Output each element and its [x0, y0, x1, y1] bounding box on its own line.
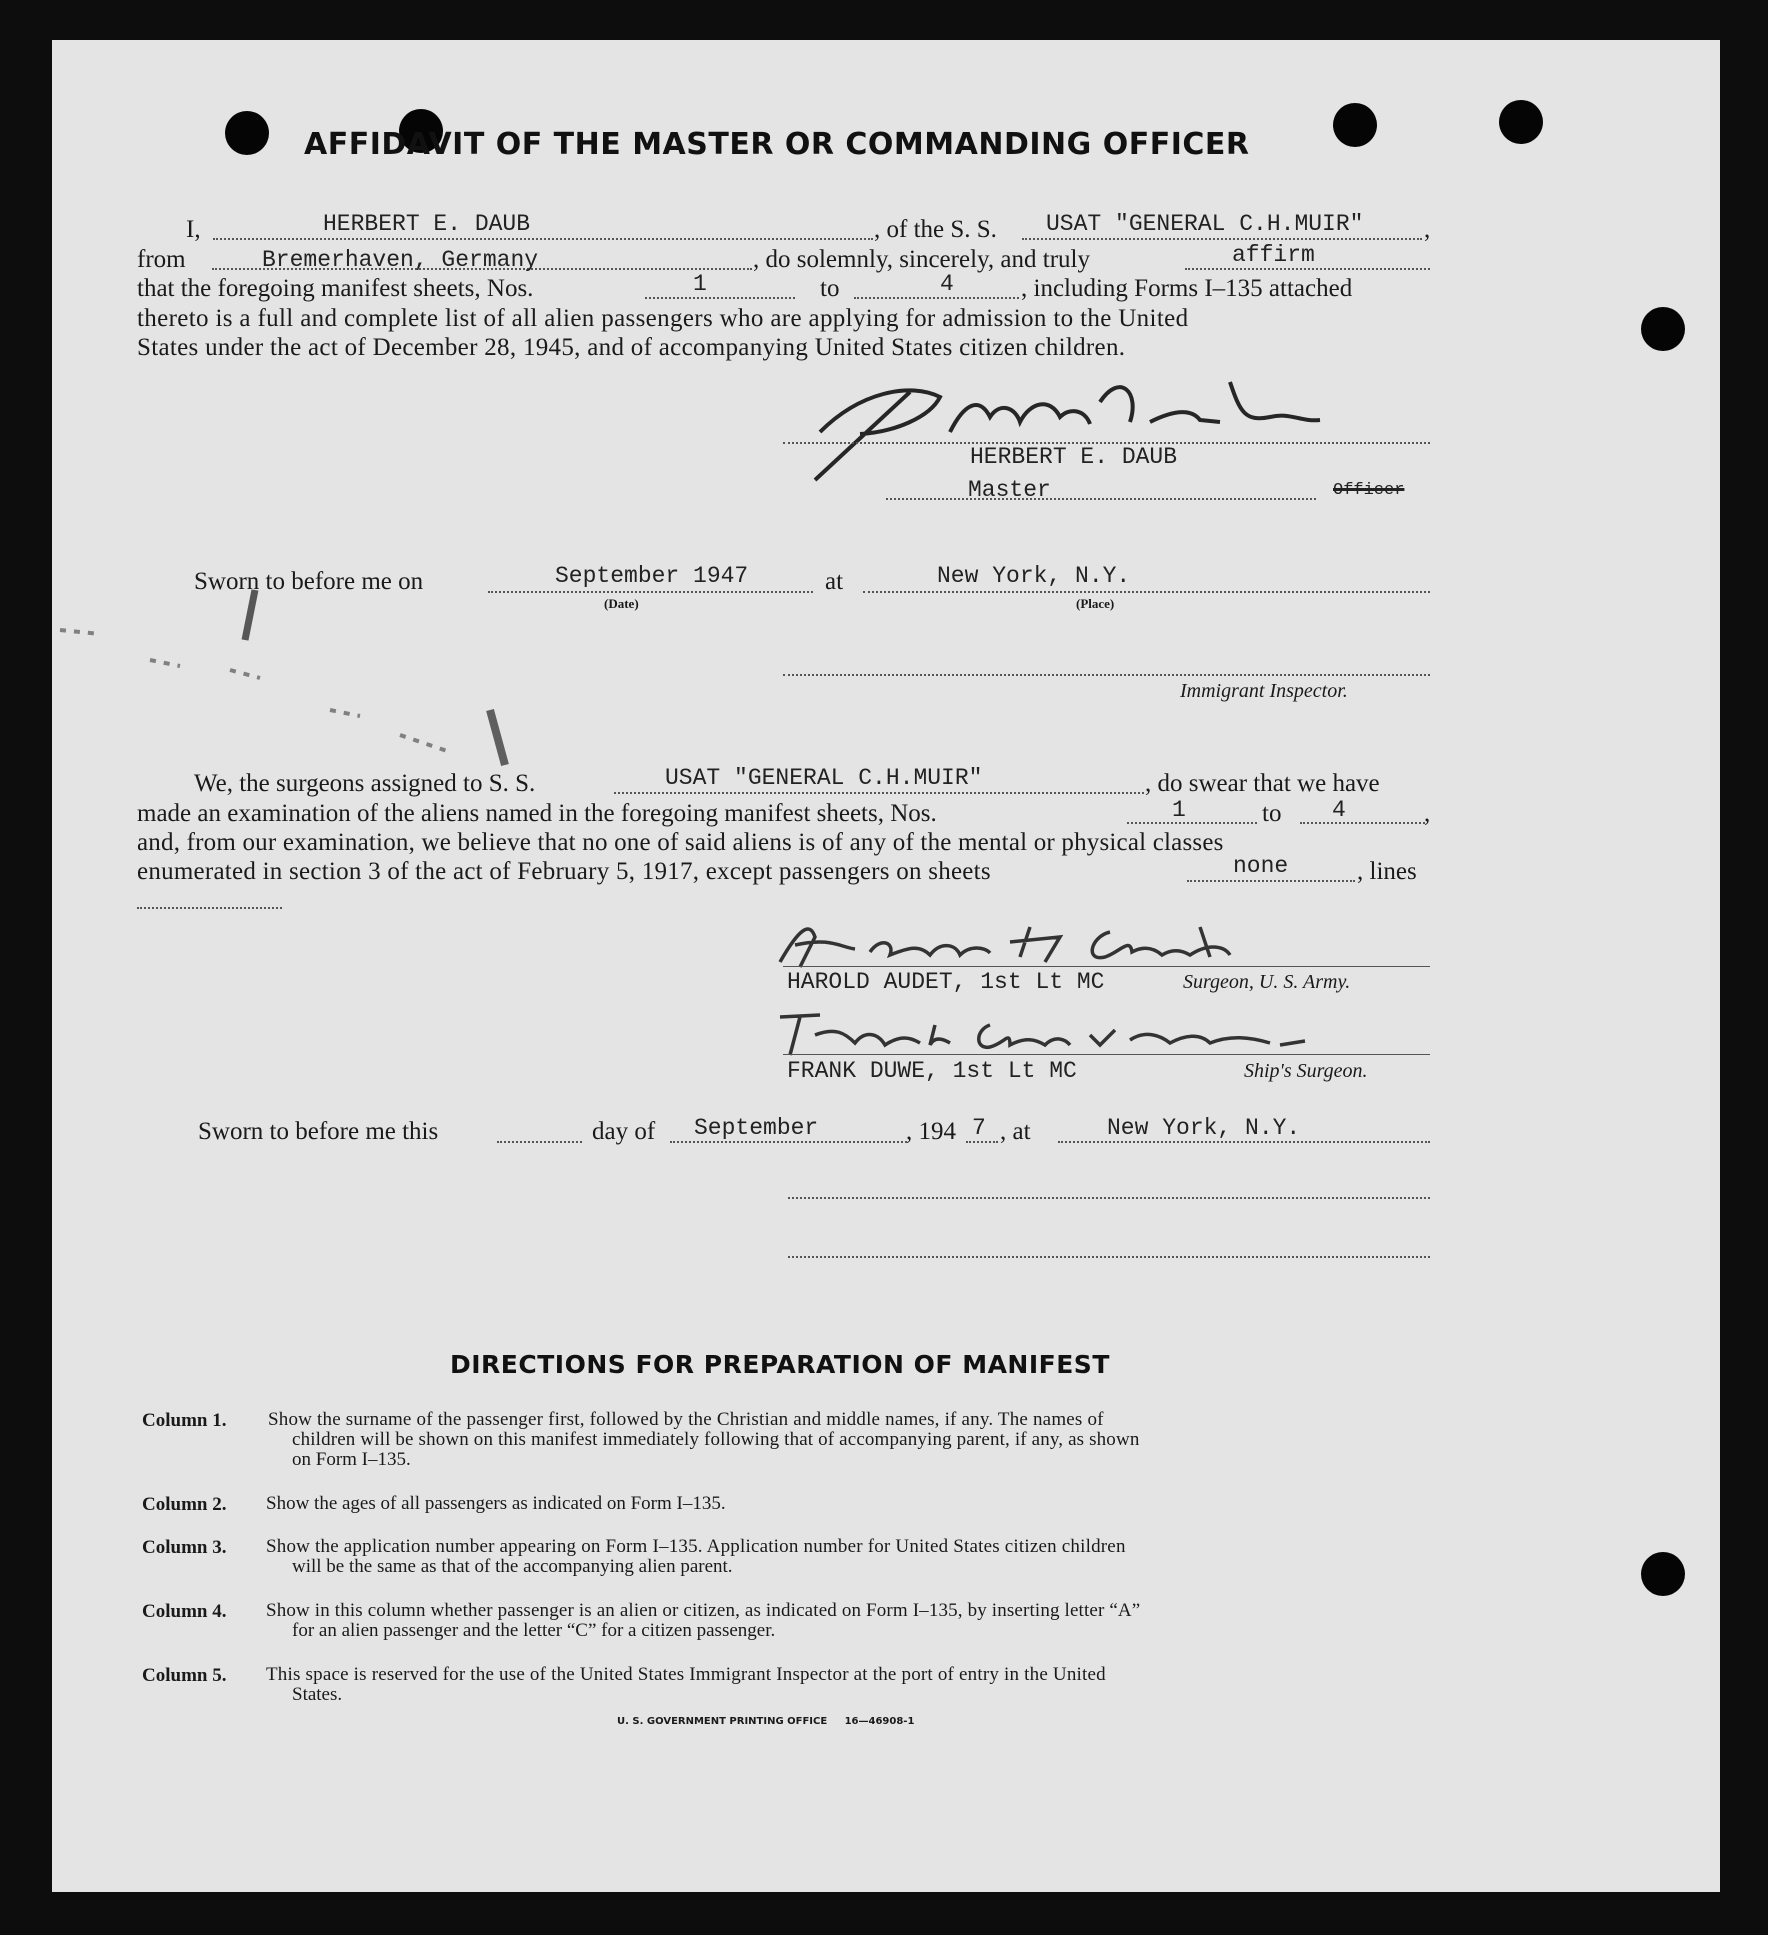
surgeon2-signature-text: [780, 1020, 785, 1021]
fill-line: [1300, 822, 1425, 824]
master-typed-name: HERBERT E. DAUB: [970, 444, 1178, 470]
column-text: children will be shown on this manifest immediately following that of accompanying parent, if any, as shown: [292, 1429, 1140, 1450]
signature-line: [783, 966, 1430, 967]
fill-line: [645, 297, 795, 299]
punch-hole: [1333, 103, 1377, 147]
text-line4: thereto is a full and complete list of all alien passengers who are applying for admission to the United: [137, 305, 1189, 332]
sworn1-at: at: [825, 568, 844, 595]
surgeon2-signature: [760, 1005, 1320, 1065]
surgeon1-signature-text: [780, 920, 787, 921]
except-sheets-value: none: [1233, 853, 1289, 879]
sheet-from-value: 1: [693, 271, 707, 297]
directions-title: DIRECTIONS FOR PREPARATION OF MANIFEST: [450, 1350, 1110, 1379]
surgeons-text-line3: and, from our examination, we believe that no one of said aliens is of any of the mental or physical classes: [137, 829, 1224, 856]
sworn2-at: , at: [1000, 1118, 1031, 1145]
sworn2-text: Sworn to before me this: [198, 1118, 439, 1145]
printing-office-footer: U. S. GOVERNMENT PRINTING OFFICE 16—46908-1: [617, 1716, 915, 1727]
sworn1-date-value: September 1947: [555, 563, 749, 589]
fill-line: [670, 1141, 907, 1143]
text-from: from: [137, 246, 186, 273]
column-text: Show in this column whether passenger is an alien or citizen, as indicated on Form I–135, by inserting letter “A”: [266, 1600, 1141, 1621]
sworn2-year-prefix: , 194: [906, 1118, 956, 1145]
surgeon1-name: HAROLD AUDET, 1st Lt MC: [787, 969, 1105, 995]
text-of-ss: , of the S. S.: [874, 216, 997, 243]
column-label: Column 2.: [142, 1494, 227, 1515]
sworn2-day-of: day of: [592, 1118, 656, 1145]
column-text: for an alien passenger and the letter “C” for a citizen passenger.: [292, 1620, 776, 1641]
text-to: to: [820, 275, 840, 302]
place-label: (Place): [1076, 596, 1115, 611]
surgeons-sheet-to: 4: [1332, 797, 1346, 823]
surgeons-text-lines: , lines: [1357, 858, 1417, 885]
fill-line: [886, 498, 1316, 500]
fill-line: [614, 792, 1144, 794]
text-i: I,: [186, 216, 201, 243]
text-line5: States under the act of December 28, 1945, and of accompanying United States citizen children.: [137, 334, 1126, 361]
fill-line: [1187, 880, 1355, 882]
column-text: will be the same as that of the accompanying alien parent.: [292, 1556, 733, 1577]
surgeons-text-to: to: [1262, 800, 1282, 827]
text-manifest-nos: that the foregoing manifest sheets, Nos.: [137, 275, 534, 302]
fill-line: [966, 1141, 998, 1143]
fill-line: [1185, 268, 1430, 270]
surgeons-sheet-from: 1: [1172, 797, 1186, 823]
fill-line: [497, 1141, 582, 1143]
oath-type-value: affirm: [1232, 242, 1315, 268]
affidavit-title: AFFIDAVIT OF THE MASTER OR COMMANDING OFFICER: [304, 127, 1250, 162]
inspector-label: Immigrant Inspector.: [1180, 680, 1348, 702]
date-label: (Date): [604, 596, 639, 611]
column-label: Column 4.: [142, 1601, 227, 1622]
surgeons-text-we: We, the surgeons assigned to S. S.: [194, 770, 536, 797]
column-text: Show the surname of the passenger first, followed by the Christian and middle names, if any. The names of: [268, 1409, 1104, 1430]
fill-line: [137, 907, 282, 909]
column-text: on Form I–135.: [292, 1449, 411, 1470]
official-signature-line: [788, 1197, 1430, 1199]
comma: ,: [1424, 800, 1431, 827]
surgeons-text-line4: enumerated in section 3 of the act of February 5, 1917, except passengers on sheets: [137, 858, 991, 885]
surgeons-text-swear: , do swear that we have: [1145, 770, 1380, 797]
column-label: Column 1.: [142, 1410, 227, 1431]
sworn2-place-value: New York, N.Y.: [1107, 1115, 1301, 1141]
sworn2-year-digit: 7: [972, 1115, 986, 1141]
officer-struck: Officer: [1333, 481, 1405, 500]
surgeons-ship-value: USAT "GENERAL C.H.MUIR": [665, 765, 983, 791]
surgeon1-label: Surgeon, U. S. Army.: [1183, 971, 1351, 993]
text-including: , including Forms I–135 attached: [1021, 275, 1353, 302]
column-label: Column 3.: [142, 1537, 227, 1558]
punch-hole: [1499, 100, 1543, 144]
punch-hole: [225, 111, 269, 155]
comma: ,: [1424, 216, 1431, 243]
signature-line: [783, 1054, 1430, 1055]
column-text: Show the application number appearing on Form I–135. Application number for United States citizen children: [266, 1536, 1126, 1557]
column-label: Column 5.: [142, 1665, 227, 1686]
official-title-line: [788, 1256, 1430, 1258]
fill-line: [1058, 1141, 1430, 1143]
fill-line: [213, 238, 873, 240]
surgeon2-name: FRANK DUWE, 1st Lt MC: [787, 1058, 1077, 1084]
from-port-value: Bremerhaven, Germany: [262, 247, 539, 273]
fill-line: [1022, 238, 1422, 240]
surgeons-text-made: made an examination of the aliens named in the foregoing manifest sheets, Nos.: [137, 800, 937, 827]
surgeon2-label: Ship's Surgeon.: [1244, 1060, 1368, 1082]
master-name-value: HERBERT E. DAUB: [323, 211, 531, 237]
punch-hole: [1641, 307, 1685, 351]
sworn1-place-value: New York, N.Y.: [937, 563, 1131, 589]
sheet-to-value: 4: [940, 271, 954, 297]
fill-line: [1127, 822, 1257, 824]
inspector-signature-line: [783, 674, 1430, 676]
column-text: Show the ages of all passengers as indicated on Form I–135.: [266, 1493, 726, 1514]
column-text: States.: [292, 1684, 343, 1705]
sworn2-month-value: September: [694, 1115, 819, 1141]
fill-line: [854, 297, 1019, 299]
ship-name-value: USAT "GENERAL C.H.MUIR": [1046, 211, 1364, 237]
text-solemnly: , do solemnly, sincerely, and truly: [753, 246, 1090, 273]
svg-text:Herbert E. Daub: Herbert E. Daub: [950, 432, 959, 433]
sworn1-text: Sworn to before me on: [194, 568, 424, 595]
fill-line: [863, 591, 1430, 593]
column-text: This space is reserved for the use of the United States Immigrant Inspector at the port of entry in the United: [266, 1664, 1106, 1685]
punch-hole: [1641, 1552, 1685, 1596]
master-title-value: Master: [968, 477, 1051, 503]
ink-smudge: [60, 560, 580, 780]
